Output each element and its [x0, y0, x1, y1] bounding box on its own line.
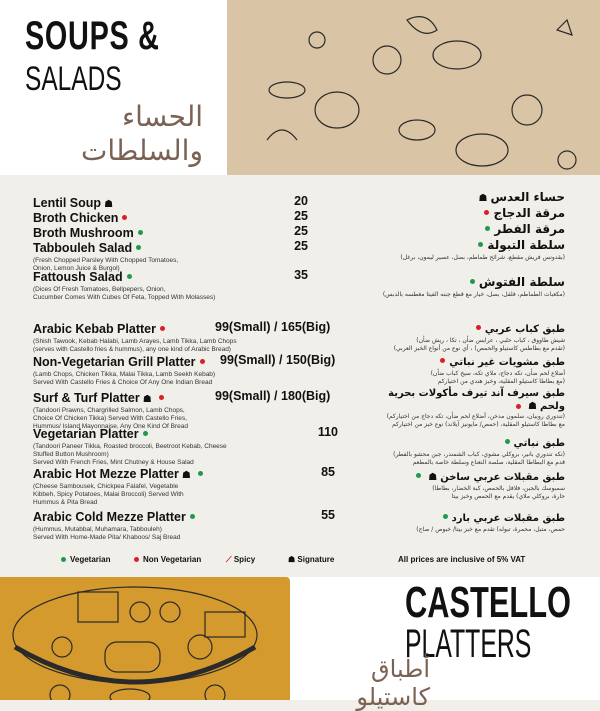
non-veg-icon	[200, 359, 205, 364]
menu-item-ar	[400, 236, 565, 262]
item-name-ar: طبق مقبلات عربي بارد	[451, 513, 565, 524]
item-description-ar: (مكعبات الطماطم، فلفل، بصل، خيار مع قطع جبنه الفيتا مغطسه بالدبس)	[382, 291, 565, 298]
item-name: Non-Vegetarian Grill Platter	[33, 355, 196, 369]
signature-icon: ☗	[288, 555, 296, 564]
menu-item-ar	[393, 433, 565, 467]
item-description: Stuffed Button Mushroom)	[33, 451, 109, 458]
item-name: Broth Chicken	[33, 211, 119, 225]
menu-item-ar	[394, 319, 565, 353]
veg-icon	[143, 431, 148, 436]
item-name-ar: طبق مقبلات عربي ساخن	[440, 472, 565, 483]
non-veg-icon	[134, 557, 139, 562]
veg-icon	[190, 514, 195, 519]
section-title-arabic: أطباق كاستيلو	[356, 655, 430, 711]
page-title-arabic	[25, 100, 203, 168]
non-veg-icon	[484, 210, 489, 215]
item-description-ar: (تندوري روبيان، سلمون مدخن، أضلاع لحم ضأن، تكه دجاج من اختياركم)	[386, 413, 565, 420]
item-description: (Shish Tawook, Kebab Halabi, Lamb Arayes, Lamb Tikka, Lamb Chops	[33, 338, 237, 345]
item-name-ar: سلطة التبولة	[487, 238, 565, 252]
item-name: Arabic Kebab Platter	[33, 322, 156, 336]
veg-icon	[61, 557, 66, 562]
item-description-ar: شيش طاووق ، كباب حلبي ، عرايس ضأن ، تكا ، ريش ضأن)	[416, 337, 565, 344]
veg-icon	[138, 230, 143, 235]
item-name-ar: طبق مشويات غير نباتي	[449, 357, 565, 368]
legend-label: Signature	[297, 555, 335, 564]
item-description-ar: مع بطاطا كاستيلو المقلية، (حمص/ مايونيز آيلاند) نوع خبز من اختياركم	[392, 421, 565, 428]
price: 35	[294, 268, 308, 282]
price: 110	[317, 425, 338, 439]
item-name: Tabbouleh Salad	[33, 241, 133, 255]
item-description: (serves with Castello fries & hummus), any one kind of Arabic Bread)	[33, 346, 231, 353]
legend-spicy	[226, 555, 255, 565]
veg-icon	[485, 226, 490, 231]
menu-item-vegetarian-platter	[33, 425, 227, 467]
non-veg-icon	[160, 326, 165, 331]
menu-item-ar	[416, 508, 565, 534]
menu-item-ar	[383, 273, 565, 299]
menu-item-non-veg-grill	[33, 353, 215, 387]
item-description: Served With French Fries, Mint Chutney & House Salad	[33, 459, 194, 466]
signature-icon: ☗	[104, 199, 114, 210]
price: 99(Small) / 150(Big)	[220, 353, 336, 367]
menu-item-cold-mezze	[33, 508, 199, 542]
price: 25	[294, 239, 308, 253]
item-name-ar: طبق نباتي	[513, 438, 565, 449]
veg-icon	[505, 439, 510, 444]
vegetable-illustration	[227, 0, 600, 175]
legend-label: Spicy	[233, 555, 256, 564]
legend-label: Vegetarian	[70, 555, 111, 564]
menu-item-hot-mezze	[33, 465, 207, 507]
menu-item-arabic-kebab	[33, 320, 237, 354]
item-description: (Dices Of Fresh Tomatoes, Bellpepers, Onion,	[33, 286, 166, 293]
item-description-ar: سمبوسك بالجبن، فلافل بالحمص، كبة الخضار، بطاطا)	[432, 485, 565, 492]
menu-item-ar	[412, 467, 565, 501]
price: 85	[321, 465, 335, 479]
item-description: Hummus/ Island Mayonnaise, Any One Kind Of Bread	[33, 423, 188, 430]
page-subtitle: SALADS	[25, 60, 122, 98]
vat-note: All prices are inclusive of 5% VAT	[398, 555, 526, 564]
item-name: Fattoush Salad	[33, 270, 123, 284]
item-description: Kibbeh, Spicy Potatoes, Malai Broccoli) Served With	[33, 491, 184, 498]
item-description: (Lamb Chops, Chicken Tikka, Malai Tikka, Lamb Seekh Kebab)	[33, 371, 216, 378]
item-name-ar: سلطة الفتوش	[478, 275, 565, 289]
item-description-ar: أضلاع لحم ضأن، تكه دجاج، ملاي تكه، سيخ كباب ضأن)	[430, 370, 565, 377]
legend-signature	[288, 555, 334, 564]
item-description: Cucumber Comes With Cubes Of Feta, Topped With Molasses)	[33, 294, 216, 301]
non-veg-icon	[159, 395, 164, 400]
item-description-ar: (مع بطاطا كاستيلو المقلية، وخبز هندي من اختياركم	[437, 378, 565, 385]
signature-icon: ☗	[478, 193, 488, 204]
veg-icon	[443, 514, 448, 519]
veg-icon	[198, 471, 203, 476]
non-veg-icon	[516, 404, 521, 409]
non-veg-icon	[476, 325, 481, 330]
item-description: Served With Castello Fries & Choice Of Any One Indian Bread	[33, 379, 213, 386]
item-description-ar: حمص، متبل، محمرة، تبوله) تقدم مع خبز بيتا/ خبوص / صاج)	[416, 526, 565, 533]
item-description: Onion, Lemon Juice & Burgol)	[33, 265, 120, 272]
item-description-ar: (تكه تندوري بانير، بروكلي مشوي، كباب الشمندر، جبن محشو بالفطر)	[393, 451, 565, 458]
item-description-ar: قدم مع البطاطا المقلية، صلصة النعناع وسلطة خاصة بالمطعم	[412, 459, 565, 466]
item-description: (Hummus, Mutabbal, Muhamara, Tabbouleh)	[33, 526, 162, 533]
title-ar-line2: والسلطات	[81, 134, 203, 167]
price: 99(Small) / 165(Big)	[215, 320, 331, 334]
item-description: Served With Home-Made Pita/ Khaboos/ Saj Bread	[33, 534, 181, 541]
section-subtitle: PLATTERS	[405, 622, 532, 666]
item-name: Broth Mushroom	[33, 226, 134, 240]
page-title: SOUPS &	[25, 14, 160, 58]
item-name-ar: حساء العدس	[490, 190, 565, 204]
item-description: (Tandoori Paneer Tikka, Roasted broccoli, Beetroot Kebab, Cheese	[33, 443, 227, 450]
signature-icon: ☗	[528, 401, 537, 412]
item-name: Surf & Turf Platter	[33, 391, 140, 405]
menu-item-ar	[431, 352, 565, 386]
item-description: Hummus & Pita Bread	[33, 499, 98, 506]
price: 20	[294, 194, 308, 208]
non-veg-icon	[440, 358, 445, 363]
legend-veg	[57, 555, 110, 564]
non-veg-icon	[122, 215, 127, 220]
section-title: CASTELLO	[405, 578, 571, 627]
veg-icon	[470, 279, 475, 284]
veg-icon	[478, 242, 483, 247]
legend-label: Non Vegetarian	[143, 555, 202, 564]
item-description: (Tandoori Prawns, Chargrilled Salmon, Lamb Chops,	[33, 407, 185, 414]
item-description: (Cheese Sambousek, Chickpea Falafel, Vegetable	[33, 483, 179, 490]
item-description-ar: حارة، بروكلي ملاي) يقدم مع الحمص وخبز بيتا	[451, 493, 565, 500]
item-name: Arabic Hot Mezze Platter	[33, 467, 179, 481]
item-name-ar: مرقة الدجاج	[493, 206, 565, 220]
menu-item-ar	[365, 387, 565, 429]
item-description: Choice Of Chicken Tikka) Served With Castello Fries,	[33, 415, 187, 422]
menu-item-fattoush	[33, 268, 215, 302]
price: 99(Small) / 180(Big)	[215, 389, 331, 403]
item-name-ar: مرقة الفطر	[494, 222, 565, 236]
item-name-ar: طبق سيرف آند تيرف مأكولات بحرية ولحم	[388, 388, 565, 412]
platter-illustration	[0, 577, 290, 700]
item-description-ar: (بقدونس فريش مقطع، شرائح طماطم، بصل، عصير ليمون، برغل)	[400, 254, 565, 261]
legend-nonveg	[130, 555, 201, 564]
veg-icon	[416, 473, 421, 478]
item-name-ar: طبق كباب عربي	[484, 324, 565, 335]
item-name: Arabic Cold Mezze Platter	[33, 510, 186, 524]
price: 25	[294, 224, 308, 238]
signature-icon: ☗	[142, 394, 152, 405]
item-name-ar-wrap	[365, 387, 565, 413]
veg-icon	[136, 245, 141, 250]
item-description: (Fresh Chopped Parsley With Chopped Tomatoes,	[33, 257, 179, 264]
title-ar-line1: الحساء	[121, 100, 203, 133]
signature-icon: ☗	[428, 472, 438, 483]
veg-icon	[127, 274, 132, 279]
chili-icon: ⟋	[226, 555, 232, 564]
signature-icon: ☗	[181, 470, 191, 481]
price: 55	[321, 508, 335, 522]
price: 25	[294, 209, 308, 223]
item-name: Vegetarian Platter	[33, 427, 139, 441]
item-name: Lentil Soup	[33, 196, 102, 210]
item-description-ar: (تقدم مع بطاطس كاستيلو والحمص) ، أي نوع من أنواع الخبز العربي)	[393, 345, 565, 352]
